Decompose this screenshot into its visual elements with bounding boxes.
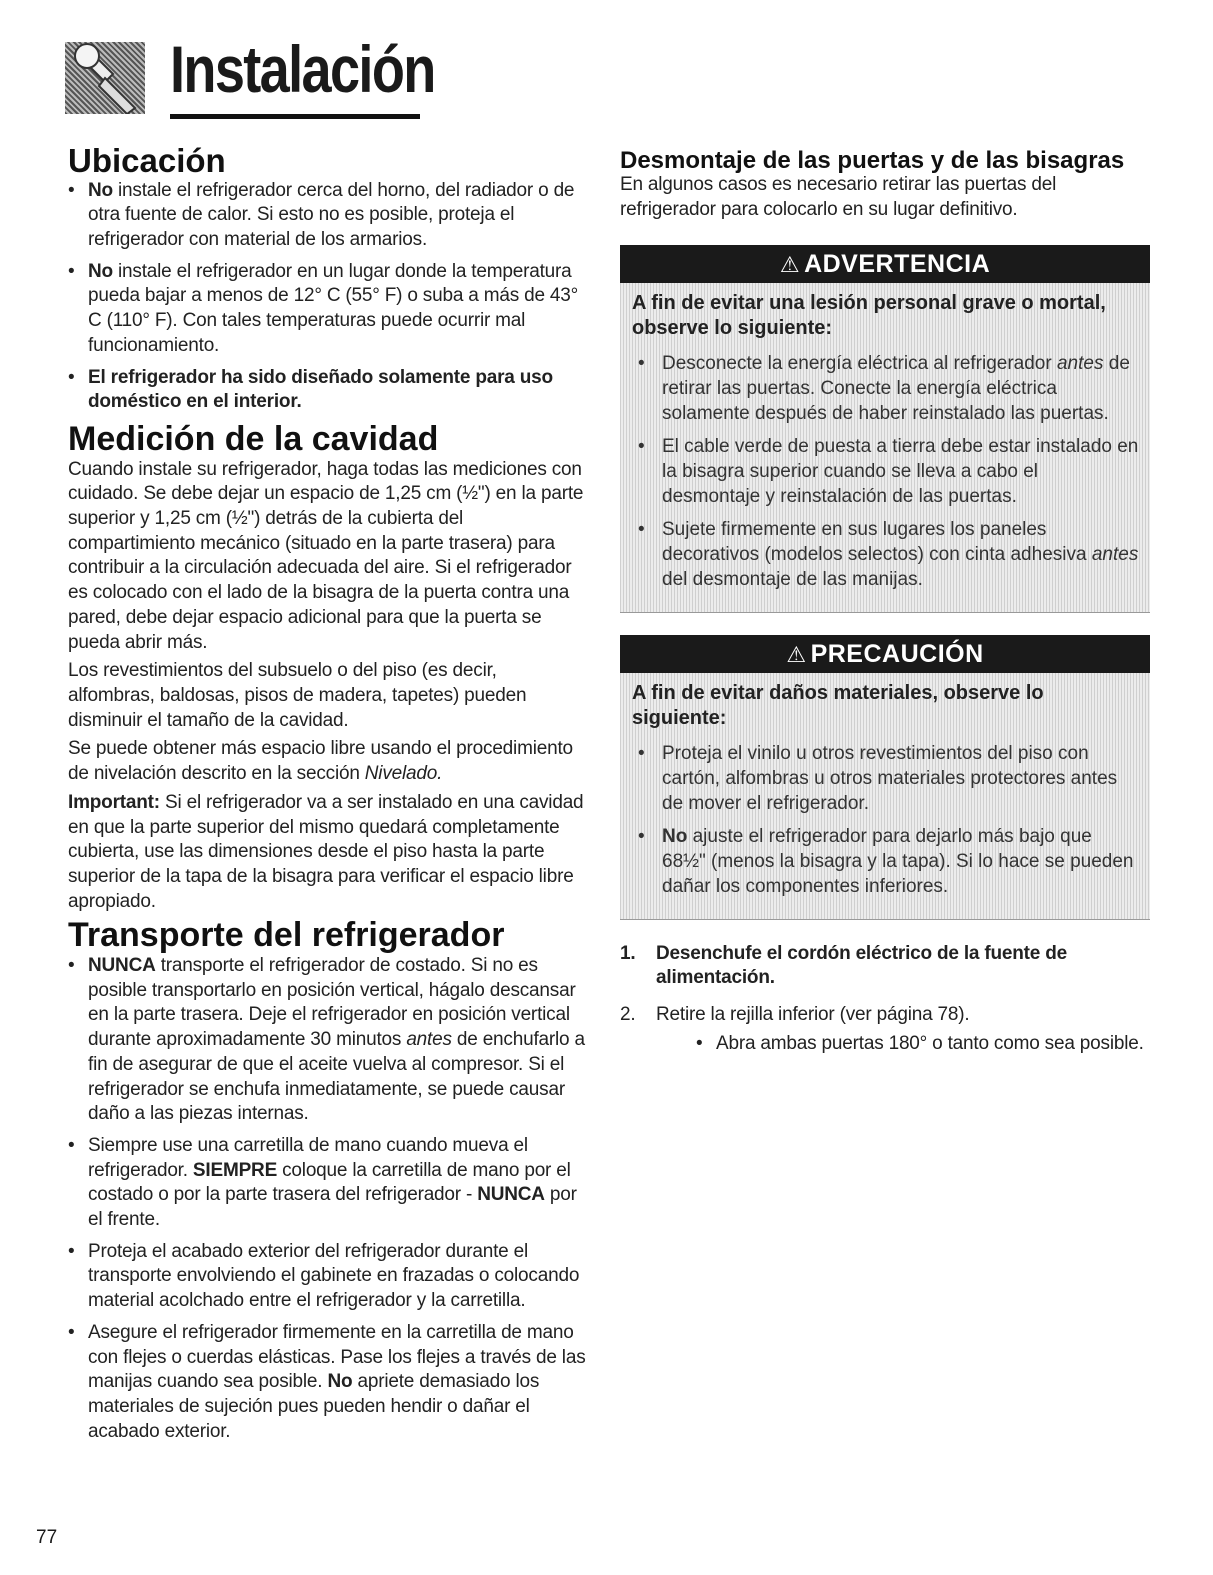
heading-desmontaje: Desmontaje de las puertas y de las bisagras bbox=[620, 147, 1125, 174]
left-column bbox=[68, 144, 588, 1451]
warning-triangle-icon: ⚠ bbox=[779, 251, 801, 277]
list-item: • Proteja el acabado exterior del refrigerador durante el transporte envolviendo el gabinete en frazadas o colocando material acolchado entre el refrigerador y la carretilla. bbox=[68, 1240, 588, 1314]
desmontaje-intro: En algunos casos es necesario retirar las puertas del refrigerador para colocarlo en su lugar definitivo. bbox=[620, 174, 1057, 220]
title-underline bbox=[170, 114, 420, 119]
warning-title: ADVERTENCIA bbox=[804, 249, 991, 278]
ubicacion-list bbox=[68, 179, 588, 415]
warning-intro: A fin de evitar una lesión personal grave o mortal, observe lo siguiente: bbox=[632, 291, 1106, 339]
list-item: • No instale el refrigerador cerca del horno, del radiador o de otra fuente de calor. Si esto no es posible, proteja el refrigerador con material de los armarios. bbox=[68, 179, 588, 253]
list-item: • NUNCA transporte el refrigerador de costado. Si no es posible transportarlo en posición vertical, hágalo descansar en la parte trasera. Deje el refrigerador en posición vertical durante aproximadamente 30 minutos antes de enchufarlo a fin de asegurar de que el aceite vuelva al compresor. Si el refrigerador se enchufa inmediatamente, se puede causar daño a las piezas internas. bbox=[68, 954, 588, 1127]
warning-triangle-icon: ⚠ bbox=[786, 641, 807, 667]
list-item: • No instale el refrigerador en un lugar donde la temperatura pueda bajar a menos de 12° C (55° F) o suba a más de 43° C (110° F). Con tales temperaturas puede ocurrir mal funcionamiento. bbox=[68, 260, 588, 359]
heading-ubicacion: Ubicación bbox=[68, 142, 226, 179]
medicion-paragraph-2: Los revestimientos del subsuelo o del piso (es decir, alfombras, baldosas, pisos de madera, tapetes) pueden disminuir el tamaño de la cavidad. bbox=[68, 660, 527, 731]
wrench-icon bbox=[65, 42, 145, 114]
caution-header bbox=[620, 635, 1150, 673]
step-item: 2. Retire la rejilla inferior (ver página 78). • Abra ambas puertas 180° o tanto como sea posible. bbox=[620, 1003, 1150, 1056]
step-sub-bullet: • Abra ambas puertas 180° o tanto como sea posible. bbox=[656, 1032, 1150, 1057]
list-item: • Asegure el refrigerador firmemente en la carretilla de mano con flejes o cuerdas elásticas. Pase los flejes a través de las manijas cuando sea posible. No apriete demasiado los materiales de sujeción pues pueden hendir o dañar el acabado exterior. bbox=[68, 1321, 588, 1445]
caution-box bbox=[620, 635, 1150, 920]
medicion-paragraph-4: Important: Si el refrigerador va a ser instalado en una cavidad en que la parte superior del mismo quedará completamente cubierta, use las dimensiones desde el piso hasta la parte superior de la tapa de la bisagra para verificar el espacio libre apropiado. bbox=[68, 791, 584, 912]
warning-item: • El cable verde de puesta a tierra debe estar instalado en la bisagra superior cuando se lleva a cabo el desmontaje y reinstalación de las puertas. bbox=[632, 434, 1140, 509]
caution-item: • Proteja el vinilo u otros revestimientos del piso con cartón, alfombras u otros materiales protectores antes de mover el refrigerador. bbox=[632, 741, 1140, 816]
warning-header bbox=[620, 245, 1150, 283]
heading-medicion: Medición de la cavidad bbox=[68, 419, 439, 458]
list-item: • Siempre use una carretilla de mano cuando mueva el refrigerador. SIEMPRE coloque la carretilla de mano por el costado o por la parte trasera del refrigerador - NUNCA por el frente. bbox=[68, 1134, 588, 1233]
caution-item: • No ajuste el refrigerador para dejarlo más bajo que 68½" (menos la bisagra y la tapa). Si lo hace se pueden dañar los componentes inferiores. bbox=[632, 824, 1140, 899]
steps-list bbox=[620, 942, 1150, 1057]
medicion-paragraph-3: Se puede obtener más espacio libre usando el procedimiento de nivelación descrito en la sección Nivelado. bbox=[68, 738, 573, 785]
transporte-list bbox=[68, 954, 588, 1444]
medicion-paragraph-1: Cuando instale su refrigerador, haga todas las mediciones con cuidado. Se debe dejar un espacio de 1,25 cm (½") en la parte superior y 1,25 cm (½") detrás de la cubierta del compartimiento mecánico (situado en la parte trasera) para contribuir a la circulación adecuada del aire. Si el refrigerador es colocado con el lado de la bisagra de la puerta contra una pared, debe dejar espacio adicional para que la puerta se pueda abrir más. bbox=[68, 458, 584, 653]
warning-item: • Desconecte la energía eléctrica al refrigerador antes de retirar las puertas. Conecte la energía eléctrica solamente después de haber reinstalado las puertas. bbox=[632, 351, 1140, 426]
warning-box bbox=[620, 245, 1150, 613]
right-column bbox=[620, 148, 1150, 1068]
page-title: Instalación bbox=[170, 32, 435, 106]
page-header bbox=[65, 30, 435, 130]
page-number: 77 bbox=[36, 1527, 58, 1548]
step-item: 1. Desenchufe el cordón eléctrico de la fuente de alimentación. bbox=[620, 942, 1068, 989]
caution-intro: A fin de evitar daños materiales, observe lo siguiente: bbox=[632, 681, 1044, 729]
heading-transporte: Transporte del refrigerador bbox=[68, 916, 505, 955]
warning-item: • Sujete firmemente en sus lugares los paneles decorativos (modelos selectos) con cinta adhesiva antes del desmontaje de las manijas. bbox=[632, 517, 1140, 592]
list-item: • El refrigerador ha sido diseñado solamente para uso doméstico en el interior. bbox=[68, 366, 588, 415]
caution-title: PRECAUCIÓN bbox=[810, 639, 984, 668]
